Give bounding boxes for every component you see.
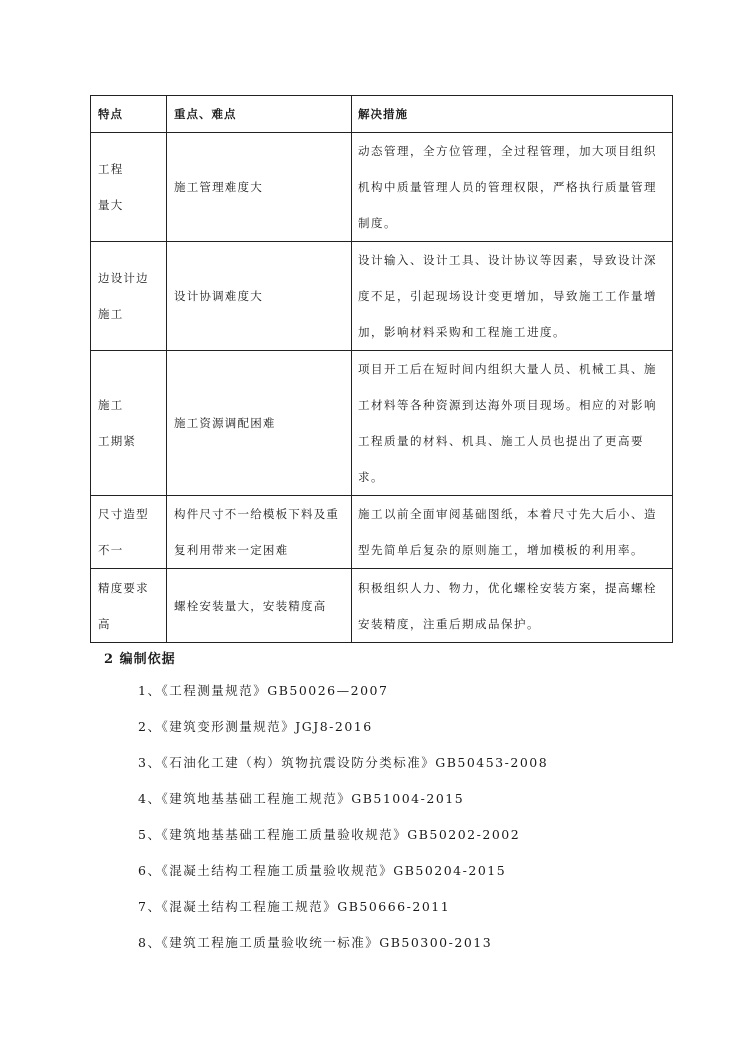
feature-cell — [91, 496, 167, 569]
cell-text: 度不足，引起现场设计变更增加，导致施工工作量增 — [358, 289, 657, 303]
cell-text: 不一 — [98, 543, 124, 557]
reference-item: 2、《建筑变形测量规范》JGJ8-2016 — [138, 719, 373, 734]
cell-text: 高 — [98, 616, 111, 631]
table-row — [91, 351, 673, 496]
difficulty-measures-table — [90, 95, 673, 643]
cell-text: 尺寸造型 — [98, 507, 149, 521]
cell-text: 机构中质量管理人员的管理权限，严格执行质量管理 — [358, 180, 657, 194]
cell-text: 工期紧 — [98, 434, 137, 448]
cell-text: 设计输入、设计工具、设计协议等因素，导致设计深 — [358, 253, 657, 267]
table-header-row — [91, 96, 673, 133]
cell-text: 螺栓安装量大，安装精度高 — [174, 598, 327, 613]
cell-text: 动态管理，全方位管理，全过程管理，加大项目组织 — [358, 144, 657, 158]
cell-text: 复利用带来一定困难 — [174, 543, 289, 557]
measures-cell — [352, 351, 673, 496]
cell-text: 加，影响材料采购和工程施工进度。 — [358, 325, 566, 339]
measures-cell — [352, 242, 673, 351]
feature-cell — [91, 242, 167, 351]
table-row — [91, 242, 673, 351]
measures-cell — [352, 133, 673, 242]
cell-text: 制度。 — [358, 216, 397, 230]
cell-text: 设计协调难度大 — [174, 289, 263, 303]
cell-text: 型先简单后复杂的原则施工，增加模板的利用率。 — [358, 543, 644, 557]
table-row — [91, 496, 673, 569]
cell-text: 边设计边 — [98, 271, 149, 285]
measures-cell — [352, 496, 673, 569]
feature-cell — [91, 351, 167, 496]
difficulty-cell — [167, 496, 352, 569]
section-title: 2 编制依据 — [104, 652, 176, 667]
header-difficulty: 重点、难点 — [167, 96, 352, 133]
reference-item: 1、《工程测量规范》GB50026—2007 — [138, 683, 389, 698]
cell-text: 工材料等各种资源到达海外项目现场。相应的对影响 — [358, 398, 657, 412]
cell-text: 安装精度，注重后期成品保护。 — [358, 616, 540, 631]
cell-text: 施工管理难度大 — [174, 180, 263, 194]
table-row — [91, 569, 673, 643]
cell-text: 施工资源调配困难 — [174, 416, 276, 430]
reference-item: 8、《建筑工程施工质量验收统一标准》GB50300-2013 — [138, 935, 493, 950]
cell-text: 工程质量的材料、机具、施工人员也提出了更高要求。 — [358, 434, 644, 484]
header-feature: 特点 — [91, 96, 167, 133]
reference-item: 3、《石油化工建（构）筑物抗震设防分类标准》GB50453-2008 — [138, 755, 549, 770]
reference-item: 7、《混凝土结构工程施工规范》GB50666-2011 — [138, 899, 451, 914]
feature-cell — [91, 569, 167, 643]
difficulty-cell — [167, 242, 352, 351]
measures-cell — [352, 569, 673, 643]
cell-text: 施工 — [98, 307, 124, 321]
difficulty-cell — [167, 351, 352, 496]
difficulty-cell — [167, 569, 352, 643]
reference-item: 6、《混凝土结构工程施工质量验收规范》GB50204-2015 — [138, 863, 507, 878]
table-row — [91, 133, 673, 242]
cell-text: 量大 — [98, 198, 124, 212]
reference-item: 4、《建筑地基基础工程施工规范》GB51004-2015 — [138, 791, 465, 806]
header-measures: 解决措施 — [352, 96, 673, 133]
cell-text: 积极组织人力、物力，优化螺栓安装方案，提高螺栓 — [358, 580, 657, 595]
cell-text: 精度要求 — [98, 580, 149, 595]
difficulty-cell — [167, 133, 352, 242]
cell-text: 构件尺寸不一给模板下料及重 — [174, 507, 340, 521]
reference-list — [138, 678, 548, 966]
cell-text: 施工以前全面审阅基础图纸，本着尺寸先大后小、造 — [358, 507, 657, 521]
cell-text: 项目开工后在短时间内组织大量人员、机械工具、施 — [358, 362, 657, 376]
cell-text: 施工 — [98, 398, 124, 412]
cell-text: 工程 — [98, 162, 124, 176]
feature-cell — [91, 133, 167, 242]
reference-item: 5、《建筑地基基础工程施工质量验收规范》GB50202-2002 — [138, 827, 521, 842]
